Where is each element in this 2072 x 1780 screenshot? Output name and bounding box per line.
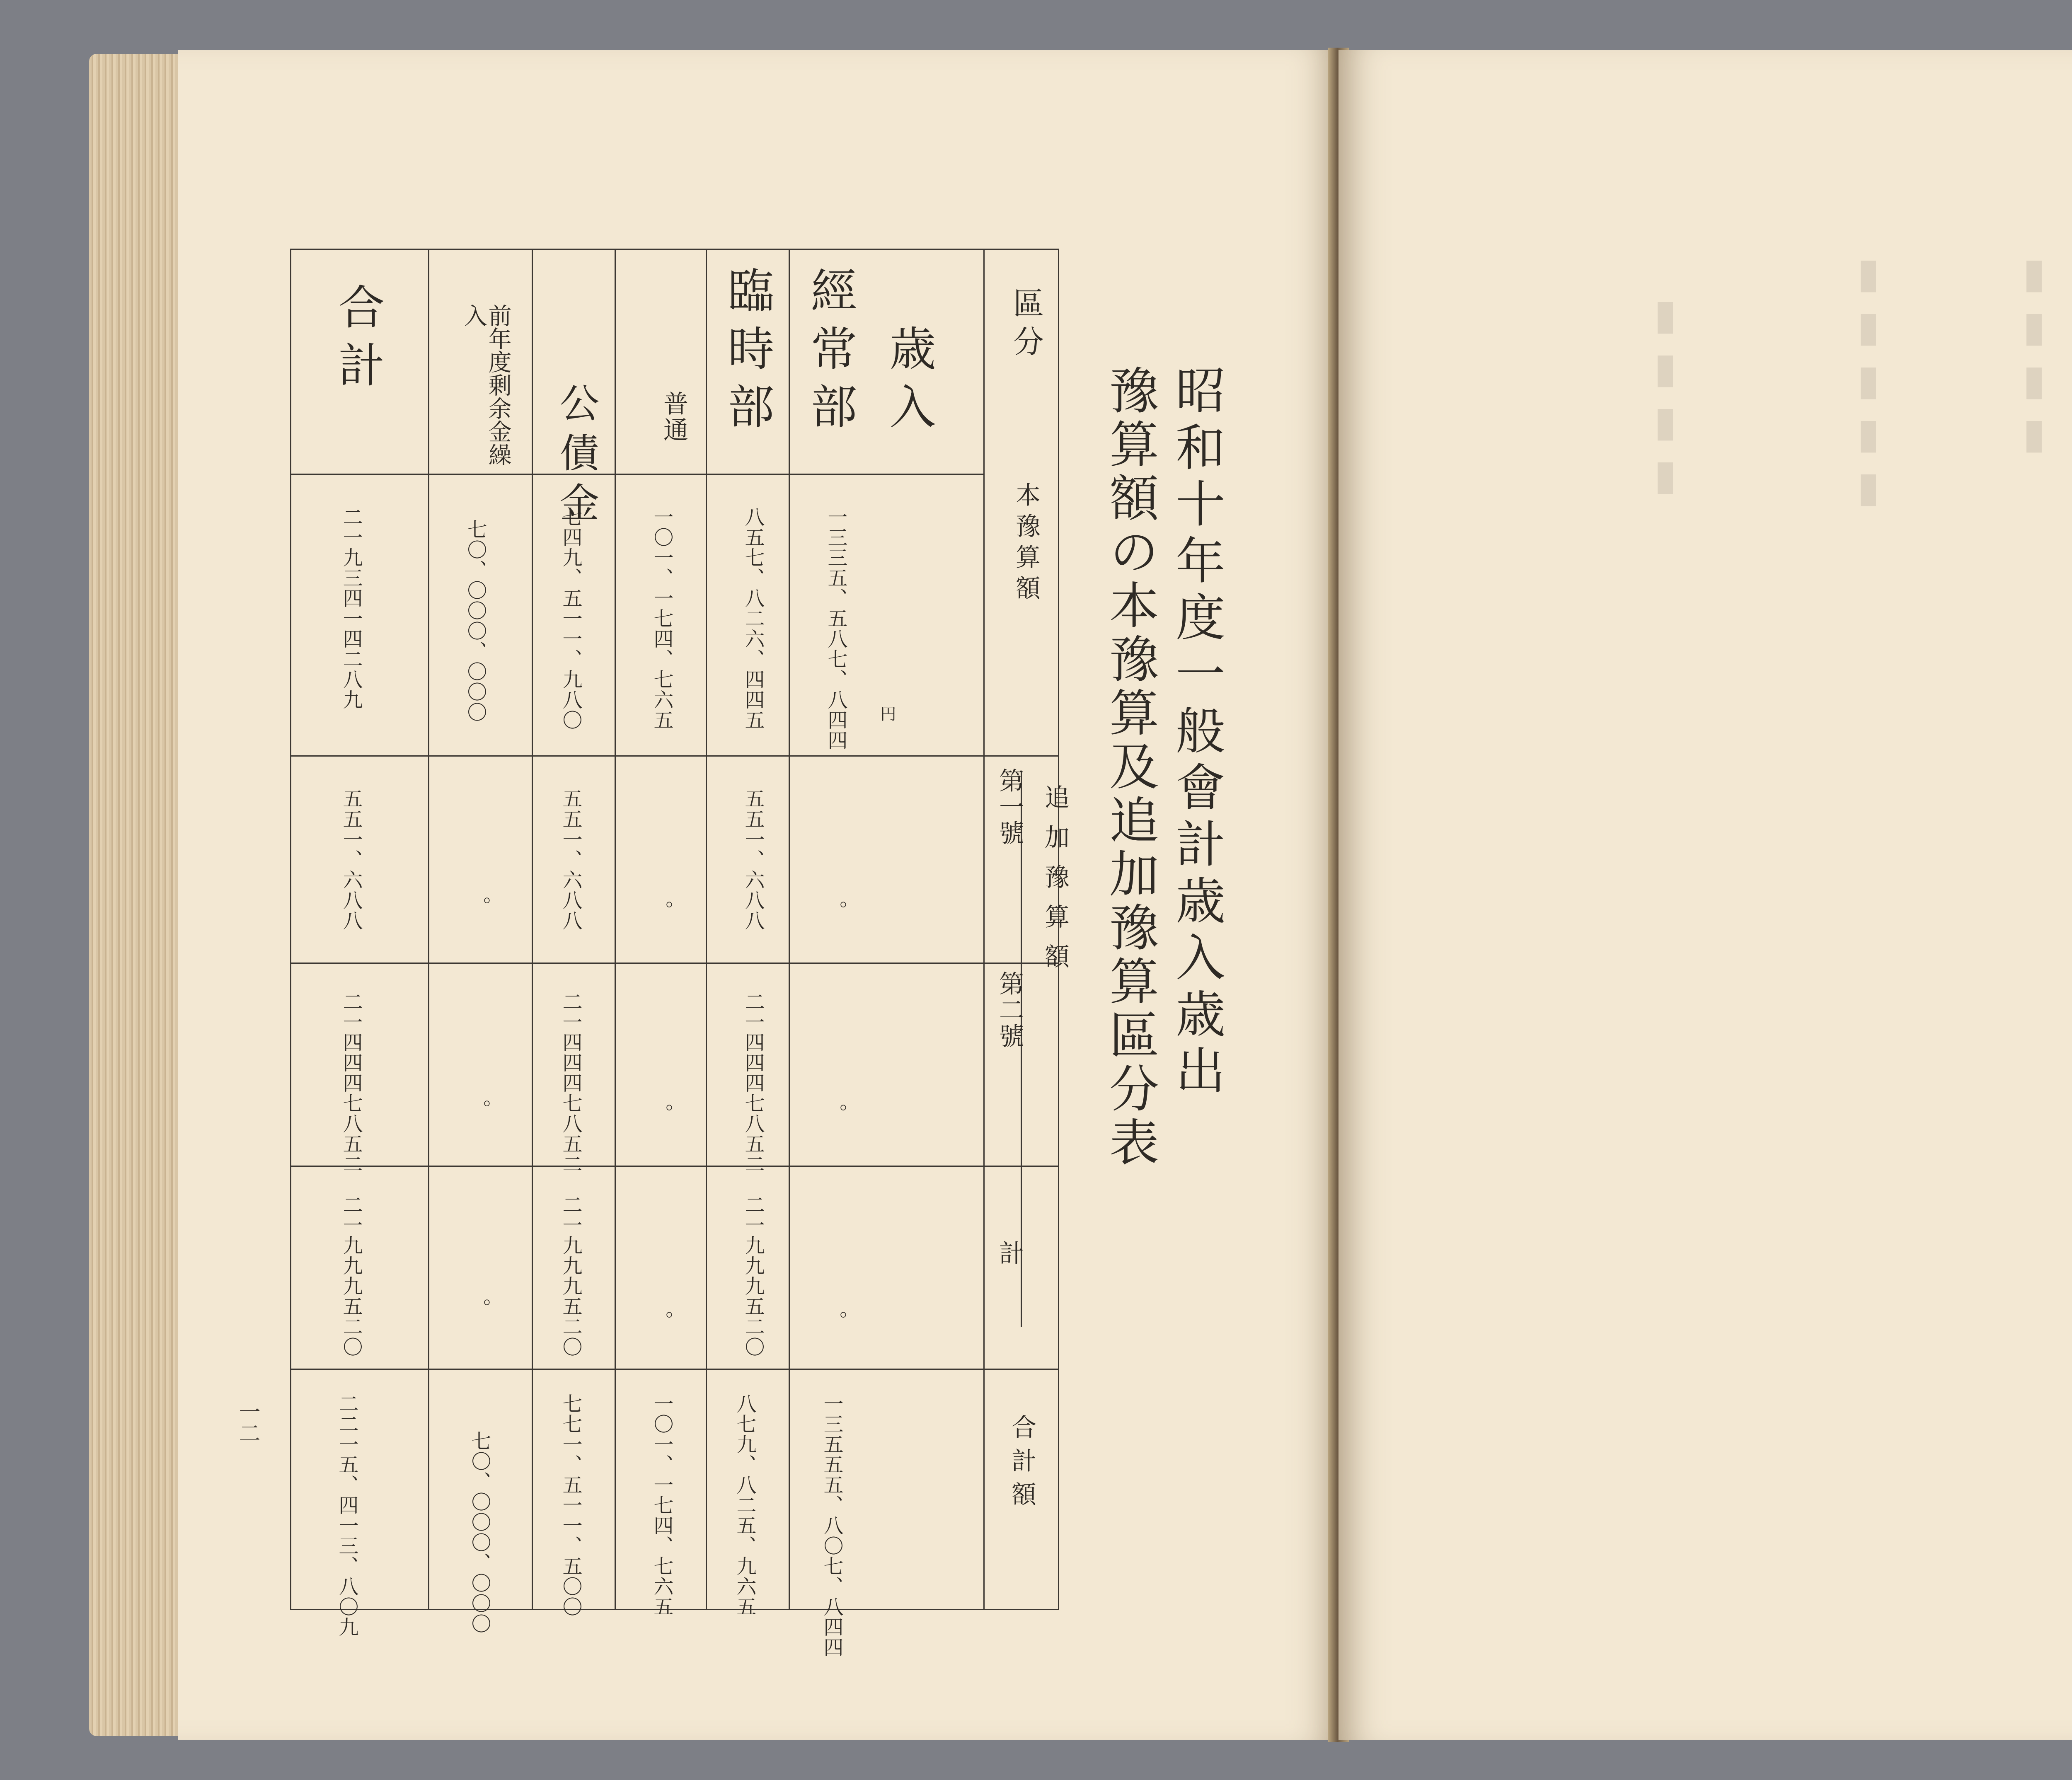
cell-sainyu-dai2: 。 [824,1103,847,1124]
show-through-text: ▮▮▮▮ [2010,249,2058,462]
row-label-zennendo: 前年度剰余金繰入 [460,304,512,466]
cell-sainyu-honyosan: 一三三五、五八七、八四四 [824,507,847,750]
cell-kosaikin-dai2: 二一四四四七八五二 [559,992,582,1174]
cell-zennendo-gokei: 七〇、〇〇〇、〇〇〇 [468,1431,491,1634]
header-dai1: 第一號 [995,768,1024,846]
cell-kosaikin-honyosan: 七四九、五一一、九八〇 [559,507,582,730]
cell-kosaikin-kei: 二一九九九五二〇 [559,1195,582,1357]
cell-rinjibu-honyosan: 一〇一、一七四、七六五 [650,507,673,730]
right-page [1339,50,2072,1740]
cell-keijobu-kei: 二一九九九五二〇 [741,1195,765,1357]
cell-gokei-gokei: 二二一五、四一三、八〇九 [335,1393,358,1637]
col-line [428,250,429,1609]
cell-zennendo-kei: 。 [468,1298,491,1318]
row-label-gokei: 合計 [331,283,385,399]
cell-sainyu-dai1: 。 [824,900,847,921]
col-line [615,250,616,1609]
header-tsuika: 追加豫算額 [1041,784,1070,983]
cell-zennendo-dai1: 。 [468,896,491,917]
row-sublabel-futsu: 普通 [659,391,688,443]
cell-kosaikin-gokei: 七七一、五一一、五〇〇 [559,1393,582,1617]
cell-keijobu-dai1: 五五一、六八八 [741,788,765,931]
cell-keijobu-honyosan: 八五七、八二六、四四五 [741,507,765,730]
cell-rinjibu-dai2: 。 [650,1103,673,1124]
budget-table [290,249,1070,1657]
header-line [291,474,983,475]
header-kubun: 區分 [1008,287,1044,364]
unit-yen: 円 [878,706,896,721]
section-line [291,963,1058,964]
row-label-kosaikin: 公債金 [553,382,600,532]
cell-gokei-dai1: 五五一、六八八 [339,788,363,931]
row-label-rinjibu: 臨時部 [720,266,774,440]
col-line [706,250,707,1609]
cell-sainyu-gokei: 一三五五五、八〇七、八四四 [820,1393,843,1657]
row-label-sainyu: 歳入 [882,324,936,440]
header-kei: 計 [995,1240,1024,1266]
table-title-line-1: 昭和十年度一般會計歳入歳出 [1167,365,1225,1102]
cell-gokei-dai2: 二一四四四七八五二 [339,992,363,1174]
cell-rinjibu-dai1: 。 [650,900,673,921]
col-line [789,250,790,1609]
show-through-text: ▮▮▮▮ [1641,290,1690,504]
cell-keijobu-dai2: 二一四四四七八五二 [741,992,765,1174]
show-through-text: ▮▮▮▮▮ [1844,249,1893,516]
header-honyosan: 本豫算額 [1012,482,1041,606]
header-gokei: 合計額 [1007,1414,1036,1515]
col-line [532,250,533,1609]
row-label-keijobu: 經常部 [803,266,857,440]
section-line [291,1369,1058,1370]
cell-keijobu-gokei: 八七九、八二五、九六五 [733,1393,756,1617]
section-line [291,755,1058,757]
header-dai2: 第二號 [995,971,1024,1049]
cell-rinjibu-kei: 。 [650,1311,673,1331]
cell-sainyu-kei: 。 [824,1311,847,1331]
left-page-number: 一二 [235,1400,260,1444]
section-line [291,1166,1058,1167]
cell-zennendo-honyosan: 七〇、〇〇〇、〇〇〇 [464,519,487,722]
cell-rinjibu-gokei: 一〇一、一七四、七六五 [650,1393,673,1617]
table-title-line-2: 豫算額の本豫算及追加豫算區分表 [1101,365,1159,1170]
cell-gokei-honyosan: 二一九三四一四二八九 [339,507,363,710]
cell-gokei-kei: 二一九九九五二〇 [339,1195,363,1357]
cell-zennendo-dai2: 。 [468,1099,491,1120]
col-line [983,250,985,1609]
cell-kosaikin-dai1: 五五一、六八八 [559,788,582,931]
